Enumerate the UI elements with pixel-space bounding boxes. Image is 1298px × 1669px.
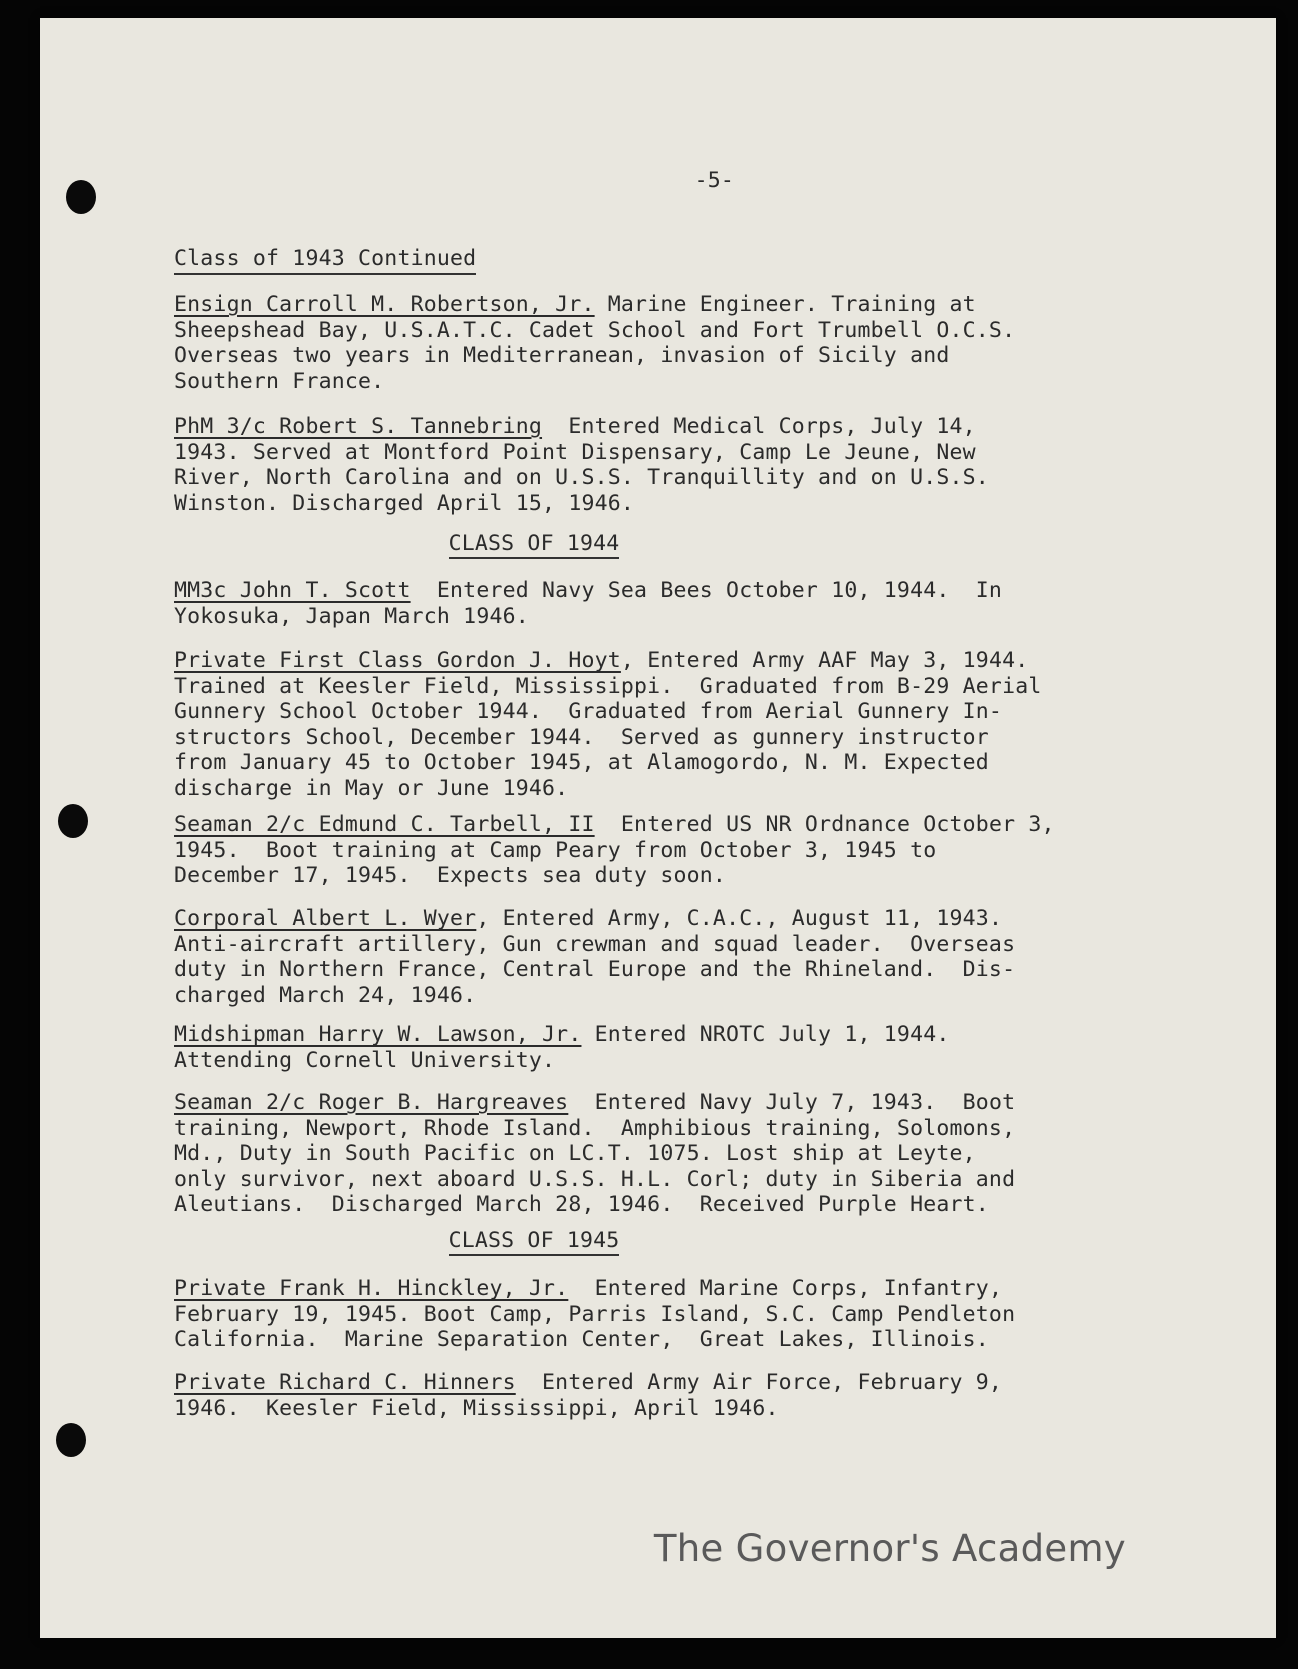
entry-tarbell <box>174 812 1174 889</box>
entry-name: Private First Class Gordon J. Hoyt <box>174 648 621 673</box>
document-page <box>40 18 1276 1638</box>
entry-body: Entered US NR Ordnance October 3, 1945. Boot training at Camp Peary from October 3, 1945 to December 17, 1945. Expects sea duty soon. <box>174 812 1055 888</box>
entry-name: Corporal Albert L. Wyer <box>174 906 477 931</box>
punch-hole-top <box>66 180 96 214</box>
entry-name: MM3c John T. Scott <box>174 578 411 603</box>
entry-name: Seaman 2/c Edmund C. Tarbell, II <box>174 812 595 837</box>
page-number: -5- <box>694 168 734 193</box>
entry-body: Entered Marine Corps, Infantry, February 19, 1945. Boot Camp, Parris Island, S.C. Camp Pendleton California. Marine Separation Center, Great Lakes, Illinois. <box>174 1276 1016 1352</box>
entry-wyer <box>174 906 1174 1008</box>
entry-hoyt <box>174 648 1174 801</box>
entry-name: Private Richard C. Hinners <box>174 1370 516 1395</box>
entry-name: Seaman 2/c Roger B. Hargreaves <box>174 1090 569 1115</box>
entry-body: Entered Medical Corps, July 14, 1943. Served at Montford Point Dispensary, Camp Le Jeune, New River, North Carolina and on U.S.S. Tranquillity and on U.S.S. Winston. Discharged April 15, 1946. <box>174 414 989 516</box>
entry-robertson <box>174 292 1174 394</box>
entry-tannebring <box>174 414 1174 516</box>
entry-lawson <box>174 1022 1174 1073</box>
class-1943-continued-heading: Class of 1943 Continued <box>174 246 476 275</box>
entry-body: Entered NROTC July 1, 1944. Attending Cornell University. <box>174 1022 950 1073</box>
entry-name: Private Frank H. Hinckley, Jr. <box>174 1276 569 1301</box>
entry-hargreaves <box>174 1090 1174 1218</box>
entry-body: Entered Navy Sea Bees October 10, 1944. In Yokosuka, Japan March 1946. <box>174 578 1003 629</box>
punch-hole-bottom <box>56 1423 86 1457</box>
entry-body: Entered Army Air Force, February 9, 1946. Keesler Field, Mississippi, April 1946. <box>174 1370 1003 1421</box>
class-1945-heading: CLASS OF 1945 <box>174 1228 894 1254</box>
entry-hinners <box>174 1370 1174 1421</box>
entry-hinckley <box>174 1276 1174 1353</box>
class-1944-heading: CLASS OF 1944 <box>174 531 894 557</box>
entry-body: Entered Navy July 7, 1943. Boot training, Newport, Rhode Island. Amphibious training, Solomons, Md., Duty in South Pacific on LC.T. 1075. Lost ship at Leyte, only survivor, next aboard U.S.S. H.L. Corl; duty in Siberia and Aleutians. Discharged March 28, 1946. Received Purple Heart. <box>174 1090 1016 1217</box>
entry-name: Ensign Carroll M. Robertson, Jr. <box>174 292 595 317</box>
entry-name: PhM 3/c Robert S. Tannebring <box>174 414 543 439</box>
entry-body: , Entered Army AAF May 3, 1944. Trained at Keesler Field, Mississippi. Graduated from B-29 Aerial Gunnery School October 1944. Graduated from Aerial Gunnery In- structors School, December 1944. Served as gunnery instructor from January 45 to October 1945, at Alamogordo, N. M. Expected discharge in May or June 1946. <box>174 648 1042 801</box>
punch-hole-middle <box>58 804 88 838</box>
entry-body: Marine Engineer. Training at Sheepshead Bay, U.S.A.T.C. Cadet School and Fort Trumbell O.C.S. Overseas two years in Mediterranean, invasion of Sicily and Southern France. <box>174 292 1016 394</box>
entry-scott <box>174 578 1174 629</box>
archive-watermark: The Governor's Academy <box>653 1527 1126 1570</box>
entry-body: , Entered Army, C.A.C., August 11, 1943. Anti-aircraft artillery, Gun crewman and squad leader. Overseas duty in Northern France, Central Europe and the Rhineland. Dis- charged March 24, 1946. <box>174 906 1016 1008</box>
entry-name: Midshipman Harry W. Lawson, Jr. <box>174 1022 582 1047</box>
